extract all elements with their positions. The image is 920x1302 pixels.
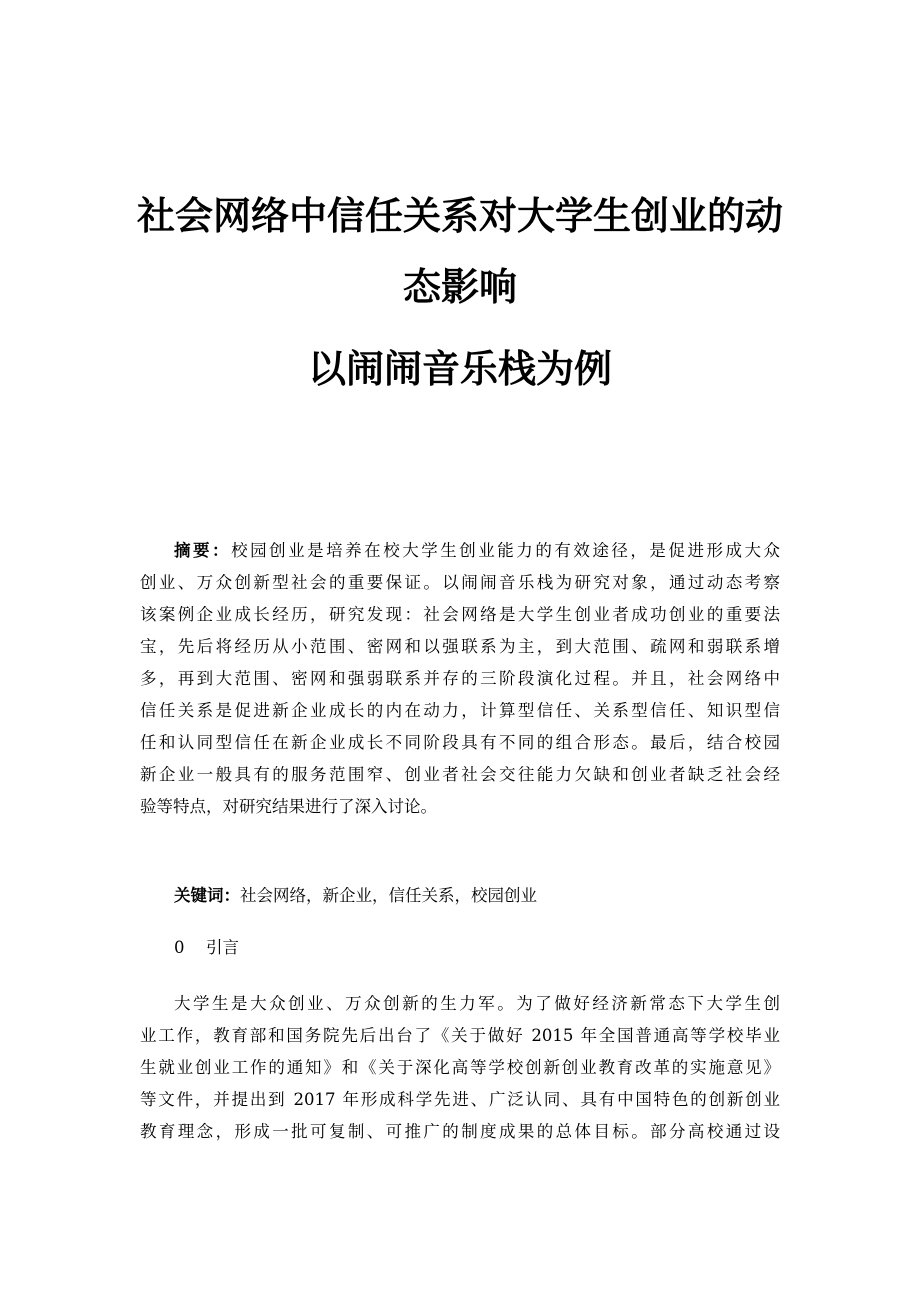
keywords-paragraph [140, 880, 780, 912]
abstract-line: 该案例企业成长经历，研究发现：社会网络是大学生创业者成功创业的重要法 [140, 605, 780, 624]
intro-line: 生就业创业工作的通知》和《关于深化高等学校创新创业教育改革的实施意见》 [140, 1058, 780, 1077]
abstract-line: 创业、万众创新型社会的重要保证。以闹闹音乐栈为研究对象，通过动态考察 [140, 573, 780, 592]
abstract-line [140, 535, 780, 567]
keywords-label: 关键词： [174, 886, 240, 905]
intro-line: 教育理念，形成一批可复制、可推广的制度成果的总体目标。部分高校通过设 [140, 1122, 780, 1141]
section-number: 0 [174, 938, 185, 957]
abstract-line: 验等特点，对研究结果进行了深入讨论。 [140, 797, 437, 816]
title-line-2: 态影响 [402, 264, 517, 309]
intro-line: 业工作，教育部和国务院先后出台了《关于做好 2015 年全国普通高等学校毕业 [140, 1026, 780, 1045]
abstract-line: 信任关系是促进新企业成长的内在动力，计算型信任、关系型信任、知识型信 [140, 701, 780, 720]
keywords-text: 社会网络，新企业，信任关系，校园创业 [240, 886, 537, 905]
abstract-text: 校园创业是培养在校大学生创业能力的有效途径，是促进形成大众 [231, 541, 780, 560]
intro-paragraph [140, 988, 780, 1148]
abstract-label: 摘要： [174, 541, 232, 560]
abstract-paragraph [140, 535, 780, 823]
intro-line: 大学生是大众创业、万众创新的生力军。为了做好经济新常态下大学生创 [174, 994, 780, 1013]
section-title: 引言 [206, 938, 239, 957]
abstract-line: 任和认同型信任在新企业成长不同阶段具有不同的组合形态。最后，结合校园 [140, 733, 780, 752]
title-line-1: 社会网络中信任关系对大学生创业的动 [136, 193, 783, 238]
abstract-line: 宝，先后将经历从小范围、密网和以强联系为主，到大范围、疏网和弱联系增 [140, 637, 780, 656]
section-heading [174, 932, 814, 964]
abstract-line: 多，再到大范围、密网和强弱联系并存的三阶段演化过程。并且，社会网络中 [140, 669, 780, 688]
keywords-line [140, 880, 780, 912]
section-heading-line [174, 932, 814, 964]
subtitle: 以闹闹音乐栈为例 [307, 346, 612, 391]
intro-line: 等文件，并提出到 2017 年形成科学先进、广泛认同、具有中国特色的创新创业 [140, 1090, 780, 1109]
abstract-line: 新企业一般具有的服务范围窄、创业者社会交往能力欠缺和创业者缺乏社会经 [140, 765, 780, 784]
